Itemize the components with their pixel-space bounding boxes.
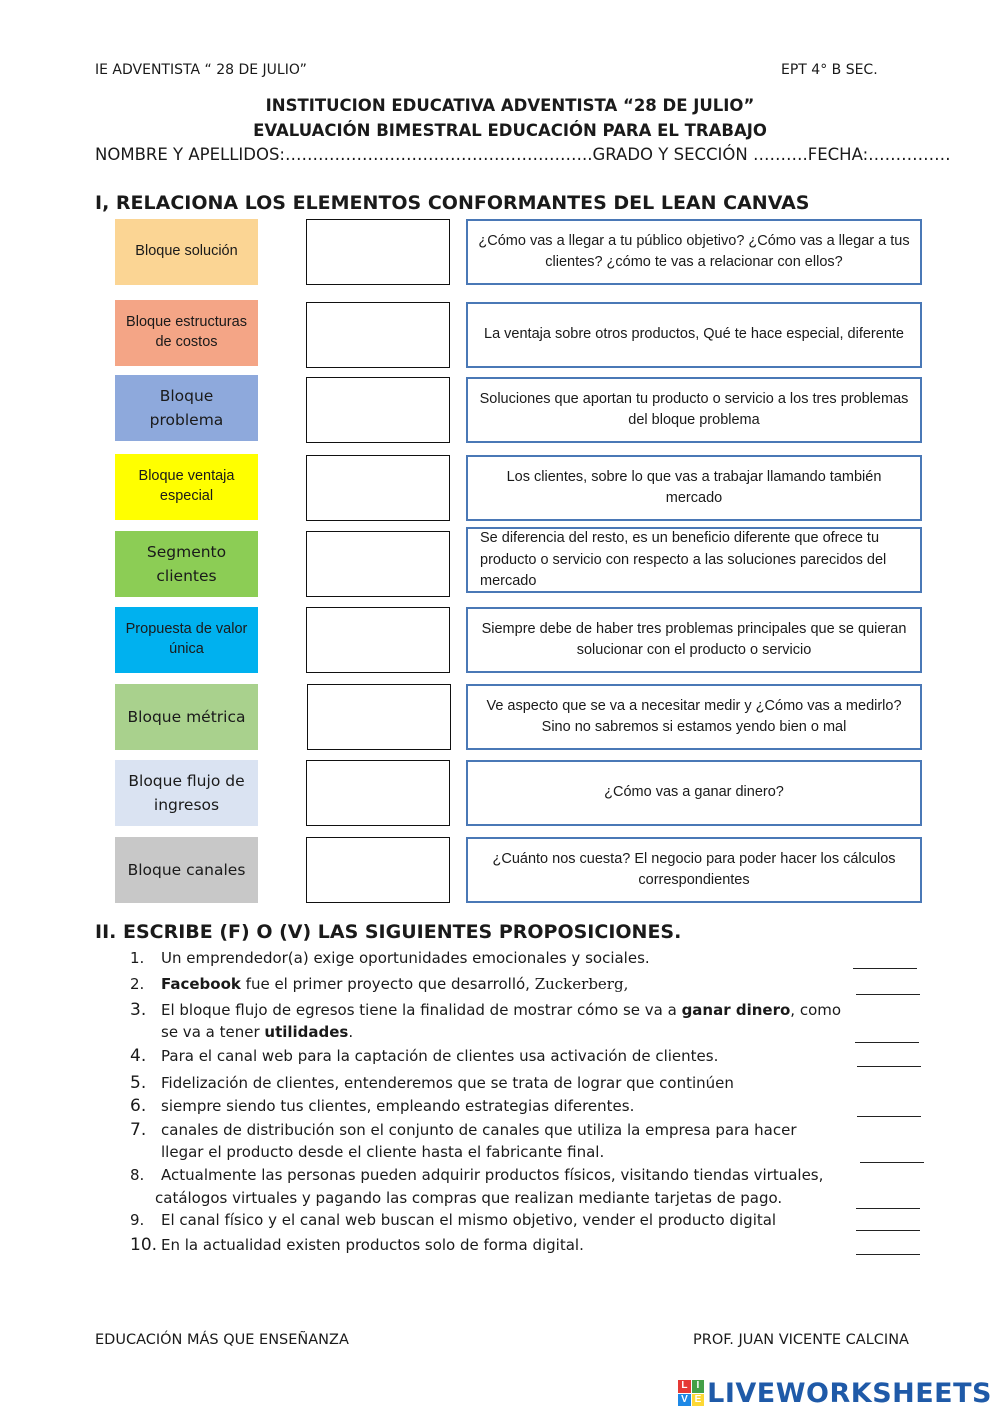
answer-blank[interactable] bbox=[856, 1230, 920, 1231]
canvas-description: Ve aspecto que se va a necesitar medir y ¿Cómo vas a medirlo? Sino no sabremos si estamos yendo bien o mal bbox=[466, 684, 922, 750]
answer-blank[interactable] bbox=[857, 1116, 921, 1117]
statement-text: , como bbox=[790, 1001, 842, 1019]
statement-number: 6. bbox=[130, 1096, 147, 1116]
statement-6 bbox=[130, 1096, 634, 1116]
answer-blank[interactable] bbox=[855, 1042, 919, 1043]
canvas-label-metrica[interactable]: Bloque métrica bbox=[115, 684, 258, 750]
answer-blank[interactable] bbox=[856, 1254, 920, 1255]
page-subtitle: EVALUACIÓN BIMESTRAL EDUCACIÓN PARA EL TRABAJO bbox=[253, 121, 767, 140]
answer-blank[interactable] bbox=[856, 994, 920, 995]
match-answer-box[interactable] bbox=[306, 219, 450, 285]
logo-tile: E bbox=[692, 1394, 705, 1407]
statement-7 bbox=[130, 1120, 797, 1140]
statement-5 bbox=[130, 1073, 734, 1093]
statement-text: Fidelización de clientes, entenderemos que se trata de lograr que continúen bbox=[161, 1074, 734, 1092]
logo-tile: L bbox=[678, 1380, 691, 1393]
match-answer-box[interactable] bbox=[306, 377, 450, 443]
section-1-heading: I, RELACIONA LOS ELEMENTOS CONFORMANTES DEL LEAN CANVAS bbox=[95, 192, 810, 214]
canvas-label-estructuras-costos[interactable]: Bloque estructuras de costos bbox=[115, 300, 258, 366]
statement-number: 8. bbox=[130, 1166, 145, 1184]
footer-teacher: PROF. JUAN VICENTE CALCINA bbox=[693, 1332, 909, 1348]
page-title: INSTITUCION EDUCATIVA ADVENTISTA “28 DE JULIO” bbox=[265, 96, 755, 115]
statement-3 bbox=[130, 1000, 841, 1020]
statement-number: 2. bbox=[130, 975, 145, 993]
statement-text: El bloque flujo de egresos tiene la finalidad de mostrar cómo se va a bbox=[161, 1001, 682, 1019]
canvas-description: ¿Cómo vas a llegar a tu público objetivo? ¿Cómo vas a llegar a tus clientes? ¿cómo te vas a relacionar con ellos? bbox=[466, 219, 922, 285]
statement-text: Para el canal web para la captación de clientes usa activación de clientes. bbox=[161, 1047, 719, 1065]
statement-bold: utilidades bbox=[264, 1023, 349, 1041]
match-answer-box[interactable] bbox=[306, 837, 450, 903]
match-answer-box[interactable] bbox=[306, 760, 450, 826]
canvas-label-propuesta-valor[interactable]: Propuesta de valor única bbox=[115, 607, 258, 673]
section-2-heading: II. ESCRIBE (F) O (V) LAS SIGUIENTES PROPOSICIONES. bbox=[95, 921, 682, 943]
canvas-label-canales[interactable]: Bloque canales bbox=[115, 837, 258, 903]
statement-text: se va a tener bbox=[161, 1023, 265, 1041]
match-answer-box[interactable] bbox=[307, 684, 451, 750]
canvas-description: ¿Cómo vas a ganar dinero? bbox=[466, 760, 922, 826]
liveworksheets-logo-text: LIVEWORKSHEETS bbox=[707, 1377, 992, 1409]
answer-blank[interactable] bbox=[853, 968, 917, 969]
match-answer-box[interactable] bbox=[306, 607, 450, 673]
statement-number: 1. bbox=[130, 949, 145, 967]
statement-1 bbox=[130, 949, 650, 967]
statement-9 bbox=[130, 1211, 776, 1229]
canvas-description: Se diferencia del resto, es un beneficio diferente que ofrece tu producto o servicio con respecto a las soluciones parecidos del mercado bbox=[466, 527, 922, 593]
school-short-name: IE ADVENTISTA “ 28 DE JULIO” bbox=[95, 62, 307, 78]
statement-number: 9. bbox=[130, 1211, 145, 1229]
statement-number: 10. bbox=[130, 1235, 158, 1255]
logo-tile: I bbox=[692, 1380, 705, 1393]
answer-blank[interactable] bbox=[860, 1162, 924, 1163]
statement-10 bbox=[130, 1235, 584, 1255]
statement-text: fue el primer proyecto que desarrolló, bbox=[240, 975, 535, 993]
statement-name: Zuckerberg, bbox=[534, 975, 629, 993]
statement-8-continued: catálogos virtuales y pagando las compras que realizan mediante tarjetas de pago. bbox=[155, 1189, 783, 1207]
statement-text: . bbox=[348, 1023, 354, 1041]
canvas-label-problema[interactable]: Bloque problema bbox=[115, 375, 258, 441]
statement-7-continued: llegar el producto desde el cliente hasta el fabricante final. bbox=[161, 1143, 605, 1161]
answer-blank[interactable] bbox=[857, 1066, 921, 1067]
student-info-line: NOMBRE Y APELLIDOS:………………………………………………..GRADO Y SECCIÓN ……….FECHA:…………… bbox=[95, 145, 951, 164]
statement-bold: ganar dinero bbox=[681, 1001, 791, 1019]
footer-motto: EDUCACIÓN MÁS QUE ENSEÑANZA bbox=[95, 1332, 349, 1348]
canvas-description: Soluciones que aportan tu producto o servicio a los tres problemas del bloque problema bbox=[466, 377, 922, 443]
canvas-description: Siempre debe de haber tres problemas principales que se quieran solucionar con el producto o servicio bbox=[466, 607, 922, 673]
canvas-label-ventaja-especial[interactable]: Bloque ventaja especial bbox=[115, 454, 258, 520]
statement-text: Actualmente las personas pueden adquirir productos físicos, visitando tiendas virtuales, bbox=[161, 1166, 824, 1184]
statement-number: 5. bbox=[130, 1073, 147, 1093]
statement-4 bbox=[130, 1046, 718, 1066]
match-answer-box[interactable] bbox=[306, 531, 450, 597]
statement-bold: Facebook bbox=[161, 975, 241, 993]
canvas-description: La ventaja sobre otros productos, Qué te hace especial, diferente bbox=[466, 302, 922, 368]
statement-number: 7. bbox=[130, 1120, 147, 1140]
logo-tile: V bbox=[678, 1394, 691, 1407]
statement-2 bbox=[130, 975, 628, 993]
canvas-description: Los clientes, sobre lo que vas a trabajar llamando también mercado bbox=[466, 455, 922, 521]
course-label: EPT 4° B SEC. bbox=[781, 62, 878, 78]
canvas-label-flujo-ingresos[interactable]: Bloque flujo de ingresos bbox=[115, 760, 258, 826]
statement-3-continued bbox=[161, 1023, 353, 1041]
statement-text: canales de distribución son el conjunto de canales que utiliza la empresa para hacer bbox=[161, 1121, 797, 1139]
statement-8 bbox=[130, 1166, 823, 1184]
statement-text: siempre siendo tus clientes, empleando estrategias diferentes. bbox=[161, 1097, 635, 1115]
liveworksheets-logo-icon bbox=[678, 1380, 704, 1406]
statement-text: Un emprendedor(a) exige oportunidades emocionales y sociales. bbox=[161, 949, 650, 967]
statement-text: En la actualidad existen productos solo de forma digital. bbox=[161, 1236, 584, 1254]
canvas-label-segmento-clientes[interactable]: Segmento clientes bbox=[115, 531, 258, 597]
statement-number: 3. bbox=[130, 1000, 147, 1020]
canvas-description: ¿Cuánto nos cuesta? El negocio para poder hacer los cálculos correspondientes bbox=[466, 837, 922, 903]
statement-number: 4. bbox=[130, 1046, 147, 1066]
statement-text: El canal físico y el canal web buscan el mismo objetivo, vender el producto digital bbox=[161, 1211, 777, 1229]
liveworksheets-logo[interactable] bbox=[678, 1378, 992, 1408]
match-answer-box[interactable] bbox=[306, 302, 450, 368]
answer-blank[interactable] bbox=[856, 1208, 920, 1209]
match-answer-box[interactable] bbox=[306, 455, 450, 521]
canvas-label-solucion[interactable]: Bloque solución bbox=[115, 219, 258, 285]
